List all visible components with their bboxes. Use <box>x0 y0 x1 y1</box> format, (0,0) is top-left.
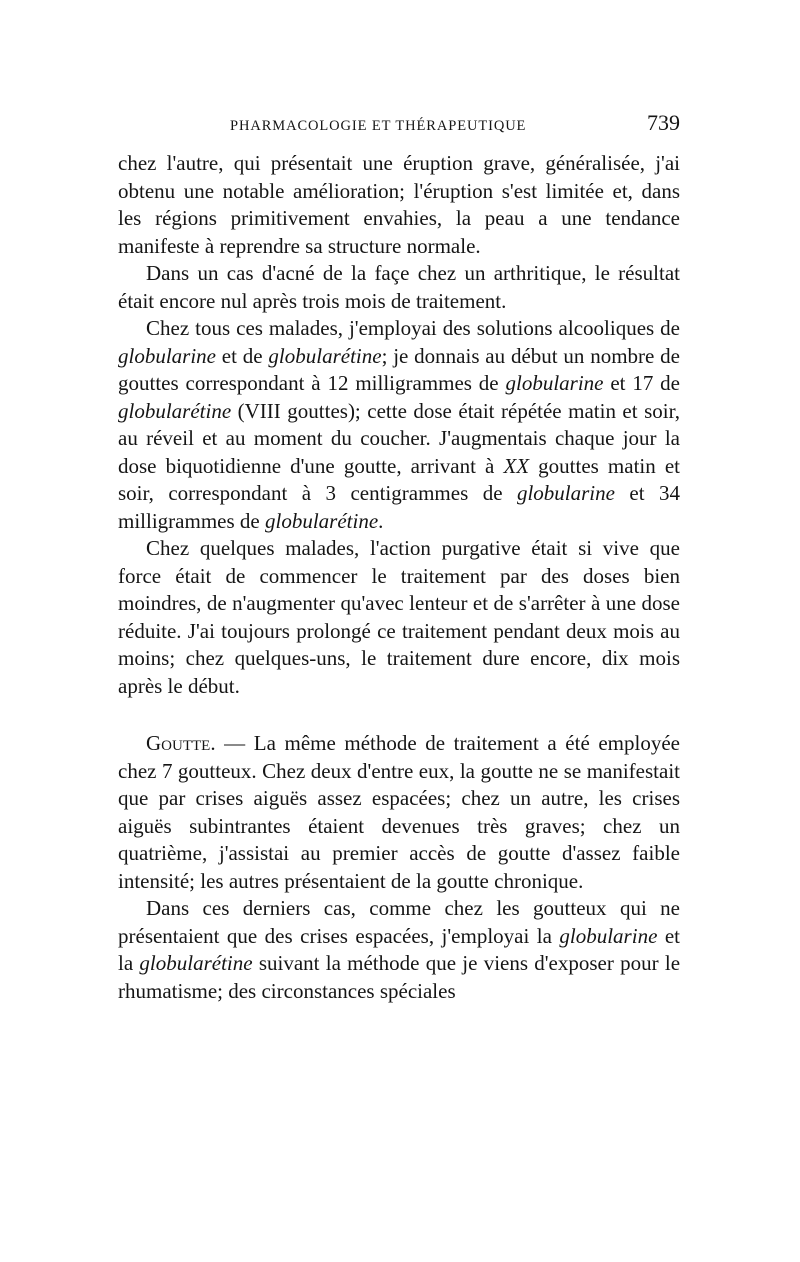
page-header <box>118 108 680 142</box>
paragraph-eruption: chez l'autre, qui présentait une éruption grave, généralisée, j'ai obtenu une notable amélioration; l'éruption s'est limitée et, dans les régions primitivement envahies, la peau a une tendance manifeste à reprendre sa structure normale. <box>118 151 680 258</box>
drug-name: globularétine <box>264 508 379 533</box>
drug-name: globularine <box>516 481 615 505</box>
paragraph-purgative: Chez quelques malades, l'action purgative était si vive que force était de commencer le traitement par des doses bien moindres, de n'augmenter qu'avec lenteur et de s'arrêter à une dose réduite. J'ai toujours prolongé ce traitement pendant deux mois au moins; chez quelques-uns, le traitement dure encore, dix mois après le début. <box>118 536 680 698</box>
drug-name: globularine <box>118 343 216 368</box>
drug-name: globularétine <box>118 398 232 423</box>
paragraph-acne: Dans un cas d'acné de la façe chez un arthritique, le résultat était encore nul après trois mois de traitement. <box>118 261 680 313</box>
book-page <box>118 108 680 1005</box>
paragraph-goutte: Goutte. — La même méthode de traitement a été employée chez 7 goutteux. Chez deux d'entre eux, la goutte ne se manifestait que par crises aiguës assez espacées; chez un autre, les crises aiguës subintrantes étaient devenues très graves; chez un quatrième, j'assistai au premier accès de goutte d'assez faible intensité; les autres présentaient de la goutte chronique. <box>118 731 680 893</box>
section-heading: Goutte. <box>146 731 216 755</box>
paragraph-solutions: Chez tous ces malades, j'employai des solutions alcooliques de globularine et de globularétine; je donnais au début un nombre de gouttes correspondant à 12 milligrammes de globularine et 17 de globularétine (VIII gouttes); cette dose était répétée matin et soir, au réveil et au moment du coucher. J'augmentais chaque jour la dose biquotidienne d'une goutte, arrivant à XX gouttes matin et soir, correspondant à 3 centigrammes de globularine et 34 milligrammes de globularétine. <box>118 316 680 533</box>
drug-name: globularine <box>505 371 604 395</box>
section-gap <box>118 700 680 730</box>
running-head: PHARMACOLOGIE ET THÉRAPEUTIQUE <box>230 118 527 134</box>
paragraph-derniers-cas: Dans ces derniers cas, comme chez les goutteux qui ne présentaient que des crises espacées, j'employai la globularine et la globularétine suivant la méthode que je viens d'exposer pour le rhumatisme; des circonstances spéciales <box>118 896 681 1003</box>
drug-name: globularine <box>559 923 658 948</box>
drug-name: globularétine <box>139 951 253 975</box>
drug-name: globularétine <box>268 343 382 368</box>
roman-numeral: XX <box>503 453 530 478</box>
page-number: 739 <box>647 110 680 135</box>
